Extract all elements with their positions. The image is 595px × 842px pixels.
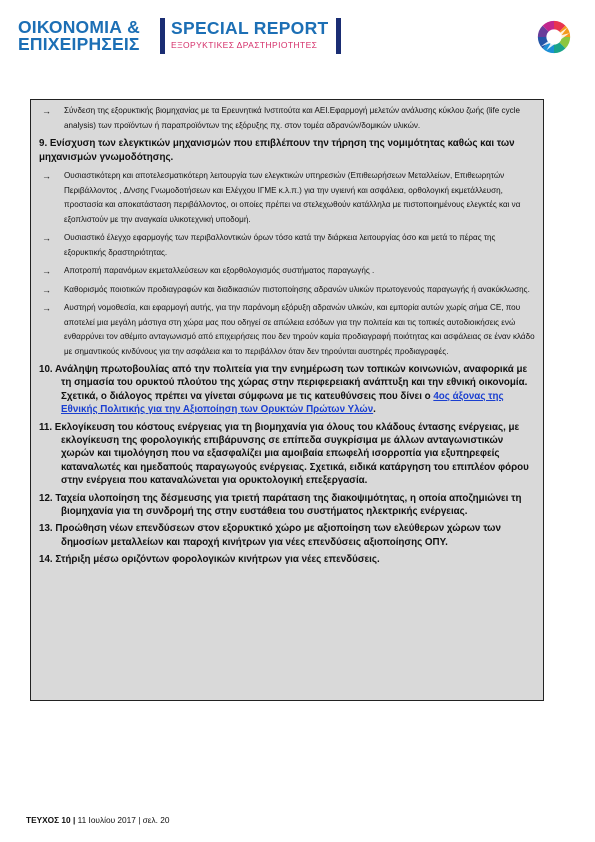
page-footer: [26, 815, 169, 825]
arrow-icon: →: [42, 284, 51, 295]
masthead-divider-right: [336, 18, 341, 54]
list-item-text: Σύνδεση της εξορυκτικής βιομηχανίας με τα Ερευνητικά Ινστιτούτα και ΑΕΙ.Εφαρμογή μελετών ανάλυσης κύκλου ζωής (life cycle analysis) των προϊόντων ή παραπροϊόντων της εξόρυξης πχ. στον τομέα αδρανών/δομικών υλικών.: [64, 106, 520, 130]
arrow-icon: →: [42, 266, 51, 276]
publication-name-line1: ΟΙΚΟΝΟΜΙΑ &: [18, 17, 140, 37]
list-item-text: Αποτροπή παρανόμων εκμεταλλεύσεων και εξορθολογισμός συστήματος παραγωγής .: [64, 266, 375, 275]
report-title: SPECIAL REPORT: [171, 18, 329, 38]
list-item: [39, 283, 535, 298]
content-inner: [31, 100, 543, 567]
arrow-icon: →: [42, 303, 51, 313]
page-number: σελ. 20: [142, 815, 170, 825]
list-item-text: Ουσιαστικότερη και αποτελεσματικότερη λειτουργία των ελεγκτικών υπηρεσιών (Επιθεωρήσεων Μεταλλείων, Επιθεωρητών Περιβάλλοντος , Δ/νσης Γνωμοδοτήσεων και Ελέγχου ΙΓΜΕ κ.λ.π.) για την υγιεινή και ασφάλεια, ορθολογική εκμετάλλευση, προστασία και αποκατάσταση περιβάλλοντος, οι οποίες πρέπει να στελεχωθούν κατάλληλα με πιστοποιημένους ελεγκτές και να εξοπλιστούν με την αναγκαία υλικοτεχνική υποδομή.: [64, 171, 521, 224]
publication-name-line2: ΕΠΙΧΕΙΡΗΣΕΙΣ: [18, 34, 140, 54]
list-item-text: Ουσιαστικό έλεγχο εφαρμογής των περιβαλλοντικών όρων τόσο κατά την διάρκεια λειτουργίας όσο και μετά το πέρας της εξορυκτικής δραστηριότητας.: [64, 233, 496, 257]
issue-number: ΤΕΥΧΟΣ 10: [26, 815, 71, 825]
content-box: [30, 99, 544, 701]
arrow-icon: →: [42, 106, 51, 116]
issue-date: 11 Ιουλίου 2017: [77, 815, 136, 825]
section-heading-9: 9. Ενίσχυση των ελεγκτικών μηχανισμών που επιβλέπουν την τήρηση της νομιμότητας καθώς και των μηχανισμών γνωμοδότησης.: [39, 138, 515, 163]
masthead: [18, 18, 578, 58]
list-item: [39, 169, 535, 227]
footer-separator: |: [72, 815, 76, 825]
list-item-text: Αυστηρή νομοθεσία, και εφαρμογή αυτής, για την παράνομη εξόρυξη αδρανών υλικών, και εμπορία αυτών χωρίς σήμα CE, που αποτελεί μια μεγάλη μάστιγα στη χώρα μας που οδηγεί σε απώλεια εσόδων για την πολιτεία και τις τοπικές αυτοδιοικήσεις ενώ ενθαρρύνει τον αθέμιτο ανταγωνισμό από επιχειρήσεις που δεν τηρούν καμία προδιαγραφή ποιότητας και ασφάλειας σε έναν κλάδο με σημαντικούς κινδύνους για την ασφάλεια και το περιβάλλον όταν δεν τηρούνται αυστηρές προδιαγραφές.: [64, 303, 535, 356]
list-item: [39, 104, 535, 133]
report-subtitle: ΕΞΟΡΥΚΤΙΚΕΣ ΔΡΑΣΤΗΡΙΟΤΗΤΕΣ: [171, 40, 318, 50]
policy-axis-link[interactable]: 4ος άξονας της Εθνικής Πολιτικής για την Αξιοποίηση των Ορυκτών Πρώτων Υλών: [61, 390, 504, 416]
point-13: 13. Προώθηση νέων επενδύσεων στον εξορυκτικό χώρο με αξιοποίηση των ελεύθερων χώρων των δημοσίων μεταλλείων και παροχή κινήτρων για νέες επενδύσεις αξιοποίησης ΟΠΥ.: [39, 523, 501, 548]
list-item: [39, 301, 535, 359]
list-item: [39, 231, 535, 260]
point-14: 14. Στήριξη μέσω οριζόντων φορολογικών κινήτρων για νέες επενδύσεις.: [39, 554, 380, 566]
point-10-text: 10. Ανάληψη πρωτοβουλίας από την πολιτεία για την ενημέρωση των τοπικών κοινωνιών, αναφορικά με τη σημασία του ορυκτού πλούτου της χώρας στην περιφερειακή ανάπτυξη και την εθνική οικονομία. Σχετικά, ο διάλογος πρέπει να γίνεται σύμφωνα με τις κατευθύνσεις που δίνει ο: [39, 364, 528, 402]
publication-name: [18, 19, 140, 53]
footer-separator-2: |: [138, 815, 141, 825]
point-10-end: .: [373, 404, 376, 416]
point-10: [39, 363, 535, 417]
masthead-divider: [160, 18, 165, 54]
point-11: 11. Εκλογίκευση του κόστους ενέργειας για τη βιομηχανία για όλους του κλάδους έντασης ενέργειας, με εκλογίκευση της φορολογικής επιβάρυνσης σε επίπεδα συγκρίσιμα με άλλων ανταγωνιστικών χωρών και τιμολόγηση που να εξασφαλίζει μια αμοιβαία επωφελή ισορροπία για εξυπηρεφείς καταναλωτές και ημεδαπούς παραγωγούς ενέργειας. Σχετικά, ειδικά κατάργηση του επιπλέον φόρου στην ενέργεια που καταναλώνεται για ορυκτολογική επεξεργασία.: [39, 421, 529, 487]
point-12: 12. Ταχεία υλοποίηση της δέσμευσης για τριετή παράταση της διακοψιμότητας, η οποία αποζημιώνει τη βιομηχανία για τη συνδρομή της στην ευστάθεια του συστήματος ηλεκτρικής ενέργειας.: [39, 492, 522, 518]
report-heading: [171, 19, 329, 50]
arrow-icon: →: [42, 233, 51, 243]
list-item: [39, 264, 535, 279]
arrow-icon: →: [42, 171, 51, 181]
list-item-text: Καθορισμός ποιοτικών προδιαγραφών και διαδικασιών πιστοποίησης αδρανών υλικών πρωτογενούς παραγωγής ή ανακύκλωσης.: [64, 284, 530, 294]
sector-wheel-logo-icon: [535, 18, 573, 56]
